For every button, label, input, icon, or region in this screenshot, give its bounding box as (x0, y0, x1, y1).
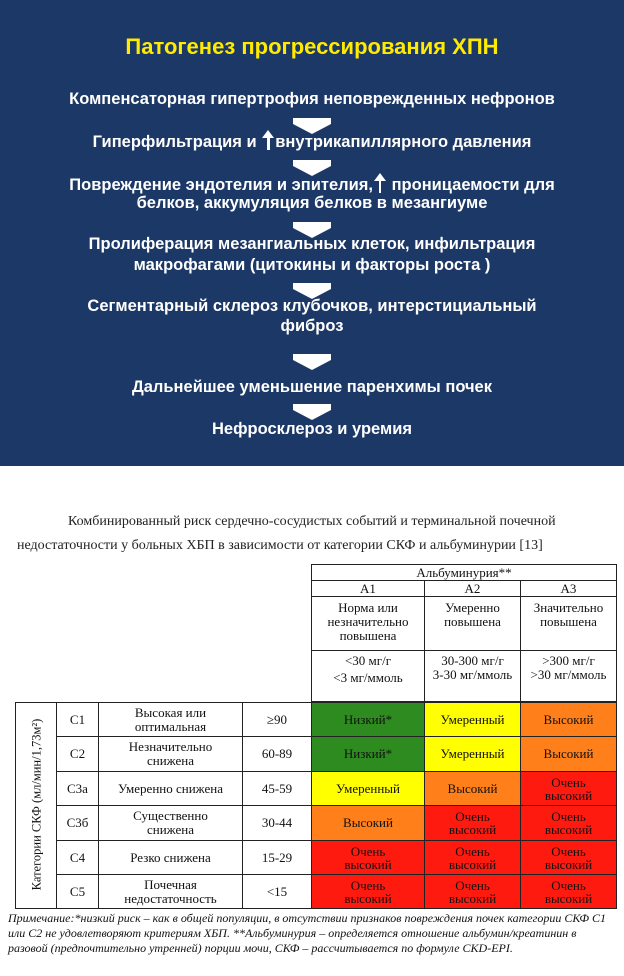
gfr-desc-cell: Высокая или оптимальная (98, 702, 243, 737)
step-5-line-2: фиброз (280, 317, 344, 335)
table-caption-line-1: Комбинированный риск сердечно-сосудистых событий и терминальной почечной (68, 514, 556, 529)
a1-range-2: <3 мг/ммоль (333, 670, 403, 685)
slide-title: Патогенез прогрессирования ХПН (125, 34, 499, 59)
risk-cell: Очень высокий (520, 874, 617, 909)
risk-cell: Очень высокий (520, 840, 617, 875)
step-6: Дальнейшее уменьшение паренхимы почек (132, 378, 492, 396)
gfr-range-cell: 15-29 (242, 840, 312, 875)
step-2-text-b: внутрикапиллярного давления (275, 133, 532, 151)
step-2-text-a: Гиперфильтрация и (92, 133, 262, 151)
risk-cell: Высокий (311, 805, 425, 841)
risk-cell: Очень высокий (311, 840, 425, 875)
risk-cell: Умеренный (424, 736, 521, 772)
a1-desc: Норма или незначительно повышена (311, 596, 425, 651)
gfr-code-cell: С1 (56, 702, 99, 737)
risk-table (0, 500, 624, 910)
risk-cell: Очень высокий (424, 840, 521, 875)
up-arrow-icon (374, 173, 386, 193)
risk-cell: Высокий (520, 702, 617, 737)
a2-desc: Умеренно повышена (424, 596, 521, 651)
step-3-line-1 (10, 173, 614, 195)
a3-code: А3 (520, 580, 617, 597)
albuminuria-header: Альбуминурия** (311, 564, 617, 581)
gfr-desc-cell: Почечная недостаточность (98, 874, 243, 909)
gfr-range-cell: 60-89 (242, 736, 312, 772)
a2-code: А2 (424, 580, 521, 597)
a2-range (424, 650, 521, 702)
risk-cell: Очень высокий (311, 874, 425, 909)
table-note: Примечание:*низкий риск – как в общей популяции, в отсутствии признаков повреждения почек категории СКФ С1 или С2 не удовлетворяют критериям ХБП. **Альбуминурия – определяется отношение альбумин/креатинин в разовой (предпочтительно утренней) порции мочи, СКФ – рассчитывается по формуле CKD-EPI. (8, 911, 606, 955)
gfr-axis-label: Категории СКФ (мл/мин/1,73м²) (29, 718, 44, 891)
a3-range (520, 650, 617, 702)
gfr-range-cell: <15 (242, 874, 312, 909)
a3-range-1: >300 мг/г (542, 653, 595, 668)
step-3-text-a: Повреждение эндотелия и эпителия, (69, 176, 373, 194)
risk-cell: Низкий* (311, 736, 425, 772)
gfr-code-cell: С4 (56, 840, 99, 875)
risk-cell: Очень высокий (520, 771, 617, 806)
a3-range-2: >30 мг/ммоль (530, 667, 607, 682)
down-arrow-icon (293, 360, 331, 370)
gfr-code-cell: С3а (56, 771, 99, 806)
gfr-range-cell: 30-44 (242, 805, 312, 841)
a1-range (311, 650, 425, 702)
a1-range-1: <30 мг/г (344, 653, 392, 668)
risk-cell: Высокий (424, 771, 521, 806)
gfr-range-cell: 45-59 (242, 771, 312, 806)
step-3-text-b: проницаемости для (386, 176, 555, 194)
a2-range-2: 3-30 мг/ммоль (432, 667, 513, 682)
a2-range-1: 30-300 мг/г (441, 653, 504, 668)
risk-cell: Очень высокий (520, 805, 617, 841)
a1-code: А1 (311, 580, 425, 597)
risk-cell: Умеренный (424, 702, 521, 737)
risk-cell: Высокий (520, 736, 617, 772)
step-4-line-2: макрофагами (цитокины и факторы роста ) (133, 256, 491, 274)
gfr-desc-cell: Резко снижена (98, 840, 243, 875)
a3-desc: Значительно повышена (520, 596, 617, 651)
gfr-code-cell: С5 (56, 874, 99, 909)
gfr-code-cell: С2 (56, 736, 99, 772)
up-arrow-icon (262, 130, 274, 150)
risk-cell: Очень высокий (424, 805, 521, 841)
step-2 (10, 130, 614, 152)
gfr-desc-cell: Существенно снижена (98, 805, 243, 841)
risk-cell: Очень высокий (424, 874, 521, 909)
step-3-line-2: белков, аккумуляция белков в мезангиуме (136, 194, 488, 212)
risk-cell: Низкий* (311, 702, 425, 737)
risk-document (0, 500, 624, 976)
risk-cell: Умеренный (311, 771, 425, 806)
step-7: Нефросклероз и уремия (212, 420, 412, 438)
gfr-desc-cell: Незначительно снижена (98, 736, 243, 772)
step-5-line-1: Сегментарный склероз клубочков, интерстициальный (87, 297, 537, 315)
step-1: Компенсаторная гипертрофия неповрежденных нефронов (69, 90, 555, 108)
gfr-desc-cell: Умеренно снижена (98, 771, 243, 806)
pathogenesis-slide (0, 0, 624, 466)
step-4-line-1: Пролиферация мезангиальных клеток, инфильтрация (88, 235, 536, 253)
table-caption-line-2: недостаточности у больных ХБП в зависимости от категории СКФ и альбуминурии [13] (17, 538, 543, 553)
gfr-code-cell: С3б (56, 805, 99, 841)
gfr-range-cell: ≥90 (242, 702, 312, 737)
